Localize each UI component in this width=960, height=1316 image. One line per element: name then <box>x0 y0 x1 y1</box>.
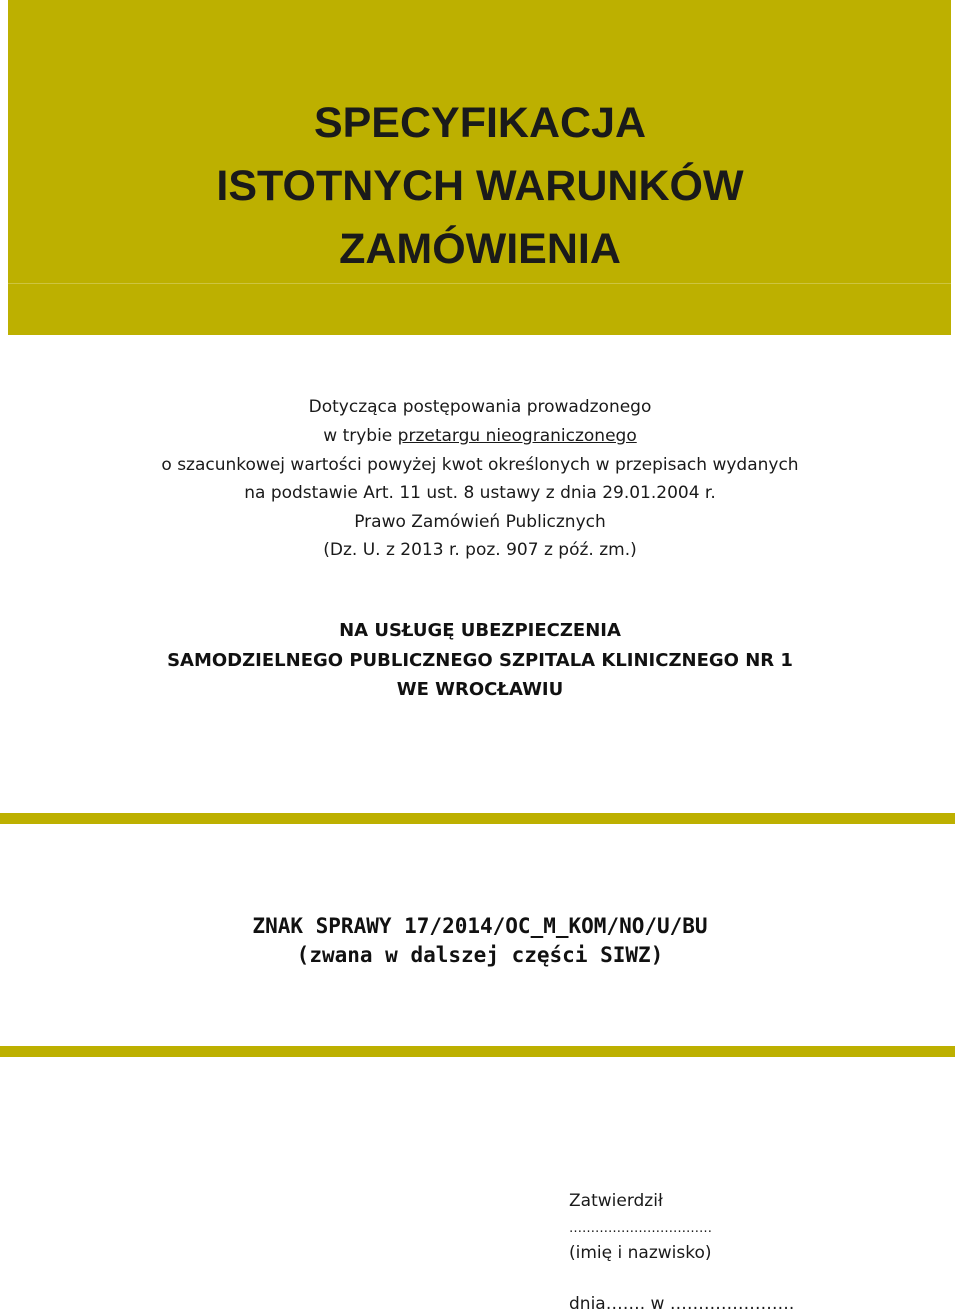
case-reference-number: ZNAK SPRAWY 17/2014/OC_M_KOM/NO/U/BU <box>252 914 708 938</box>
document-title-line-2: ISTOTNYCH WARUNKÓW <box>216 162 744 210</box>
document-title-line-3: ZAMÓWIENIA <box>339 225 621 273</box>
document-title-line-1: SPECYFIKACJA <box>313 99 647 147</box>
approval-label: Zatwierdził <box>569 1191 663 1211</box>
divider-top <box>0 813 955 824</box>
procedure-description-line-3: o szacunkowej wartości powyżej kwot określonych w przepisach wydanych <box>161 455 799 475</box>
subject-line-2: SAMODZIELNEGO PUBLICZNEGO SZPITALA KLINICZNEGO NR 1 <box>167 650 793 671</box>
procedure-mode-link[interactable]: przetargu nieograniczonego <box>397 426 637 446</box>
procedure-description-line-5: Prawo Zamówień Publicznych <box>354 512 606 532</box>
procedure-mode-prefix: w trybie <box>323 426 398 446</box>
procedure-description-line-4: na podstawie Art. 11 ust. 8 ustawy z dnia 29.01.2004 r. <box>244 483 716 503</box>
approval-name-hint: (imię i nazwisko) <box>569 1243 712 1263</box>
subject-line-3: WE WROCŁAWIU <box>396 679 564 700</box>
procedure-description-line-1: Dotycząca postępowania prowadzonego <box>308 397 652 417</box>
procedure-description-line-2 <box>0 425 960 447</box>
divider-bottom <box>0 1046 955 1057</box>
approval-date-place: dnia……. w …………………. <box>569 1294 795 1314</box>
procedure-description-line-6: (Dz. U. z 2013 r. poz. 907 z póź. zm.) <box>323 540 637 560</box>
approval-signature-dots: …………………………… <box>569 1221 712 1236</box>
case-reference-note: (zwana w dalszej części SIWZ) <box>296 943 664 967</box>
subject-line-1: NA USŁUGĘ UBEZPIECZENIA <box>339 620 621 641</box>
